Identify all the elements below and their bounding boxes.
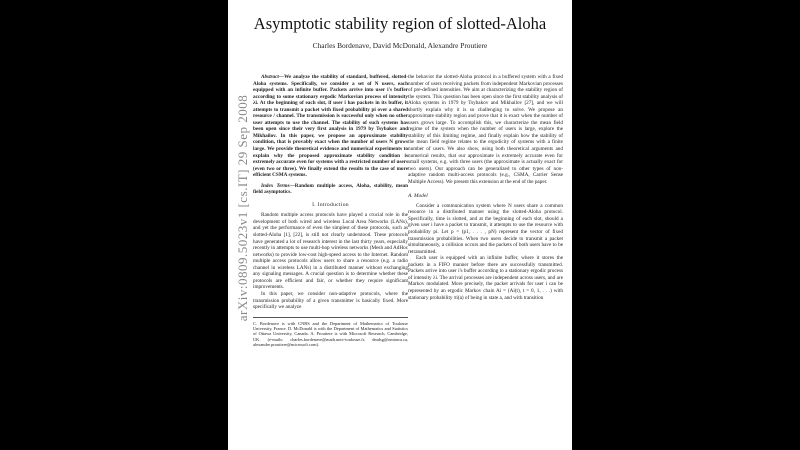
left-column — [253, 74, 408, 348]
model-paragraph-2: Each user is equipped with an infinite buffer, where it stores the packets in a FIFO manner before there are successfully transmitted. Packets arrive into user i's buffer according to a stationary ergodic process of intensity λi. The arrival processes are independent across users, and are Markov modulated. More precisely, the packet arrivals for user i can be represented by an ergodic Markov chain Ai = (Ai(t), t = 0, 1, . . .) with stationary probability πi(a) of being in state a, and with transition — [408, 255, 563, 301]
abstract-text: —We analyze the stability of standard, buffered, slotted-Aloha systems. Specifically, we consider a set of N users, each equipped with an infinite buffer. Packets arrive into user i's buffer according to some stationary ergodic Markovian process of intensity λi. At the beginning of each slot, if user i has packets in its buffer, it attempts to transmit a packet with fixed probability pi over a shared resource / channel. The transmission is successful only when no other user attempts to use the channel. The stability of such systems has been open since their very first analysis in 1979 by Tsybakov and Mikhailov. In this paper, we propose an approximate stability condition, that is provably exact when the number of users N grows large. We provide theoretical evidence and numerical experiments to explain why the proposed approximate stability condition is extremely accurate even for systems with a restricted number of users (even two or three). We finally extend the results to the case of more efficient CSMA systems. — [253, 74, 408, 179]
subsection-heading-model: A. Model — [408, 193, 428, 200]
index-terms-label: Index Terms — [261, 182, 290, 189]
right-paragraph-1: the behavior the slotted-Aloha protocol in a buffered system with a fixed number of users receiving packets from independent Markovian processes of pre-defined intensities. We aim at characterizing the stability region of the system. This question has been open since the first stability analysis of Aloha systems in 1979 by Tsybakov and Mikhailov [27], and we will shortly explain why it is so challenging to solve. We propose an approximate stability region and prove that it is exact when the number of users grows large. To accomplish this, we characterize the mean field regime of the system when the number of users is large, explore the stability of this limiting regime, and finally explain how the stability of the mean field regime relates to the ergodicity of systems with a finite number of users. We also show, using both theoretical arguments and numerical results, that our approximate is extremely accurate even for small systems, e.g. with three users (the approximate is actually exact for two users). Our approach can be generalized to other types of non-adaptive random multi-access protocols (e.g., CSMA, Carrier Sense Multiple Access). We present this extension at the end of the paper. — [408, 74, 563, 185]
abstract — [253, 74, 408, 179]
index-terms-text: —Random multiple access, Aloha, stability, mean field asymptotics. — [253, 182, 408, 196]
paper-title: Asymptotic stability region of slotted-Aloha — [253, 14, 547, 33]
intro-paragraph-2: In this paper, we consider non-adaptive protocols, where the transmission probability of a given transmitter is basically fixed. More specifically we analyze — [253, 290, 408, 311]
paper-page — [228, 0, 572, 450]
index-terms — [253, 183, 408, 196]
paper-authors: Charles Bordenave, David McDonald, Alexandre Proutiere — [312, 41, 488, 50]
right-column — [408, 74, 563, 301]
model-paragraph-1: Consider a communication system where N users share a common resource in a distributed manner using the slotted-Aloha protocol. Specifically, time is slotted, and at the beginning of each slot, should a given user i have a packet to transmit, it attempts to use the resource with probability pi. Let p = (p1, . . . , pN) represent the vector of fixed transmission probabilities. When two users decide to transmit a packet simultaneously, a collision occurs and the packets of both users have to be retransmitted. — [408, 202, 563, 255]
arxiv-sidebar-stamp: arXiv:0809.5023v1 [cs.IT] 29 Sep 2008 — [235, 94, 250, 322]
section-heading-introduction: I. Introduction — [312, 201, 349, 208]
author-footnote: C. Bordenave is with CNRS and the Department of Mathematics of Toulouse University, France. D. McDonald is with the Department of Mathematics and Statistics of Ottawa University, Canada. A. Proutiere is with Microsoft Research, Cambridge, UK. (e-mails: charles.bordenave@math.univ-toulouse.fr, dmdsg@omtawa.ca, alexandre.proutiere@microsoft.com). — [253, 317, 408, 348]
abstract-label: Abstract — [261, 74, 279, 80]
intro-paragraph-1: Random multiple access protocols have played a crucial role in the development of both wired and wireless Local Area Networks (LANs), and yet the performance of even the simplest of these protocols, such as slotted-Aloha [1], [22], is still not clearly understood. These protocols have generated a lot of research interest in the last thirty years, especially recently in attempts to use multi-hop wireless networks (Mesh and AdHoc networks) to provide low-cost high-speed access to the Internet. Random multiple access protocols allow users to share a resource (e.g. a radio channel in wireless LANs) in a distributed manner without exchanging any signaling messages. A crucial question is to determine whether these protocols are efficient and fair, or whether they require significant improvements. — [253, 212, 408, 291]
